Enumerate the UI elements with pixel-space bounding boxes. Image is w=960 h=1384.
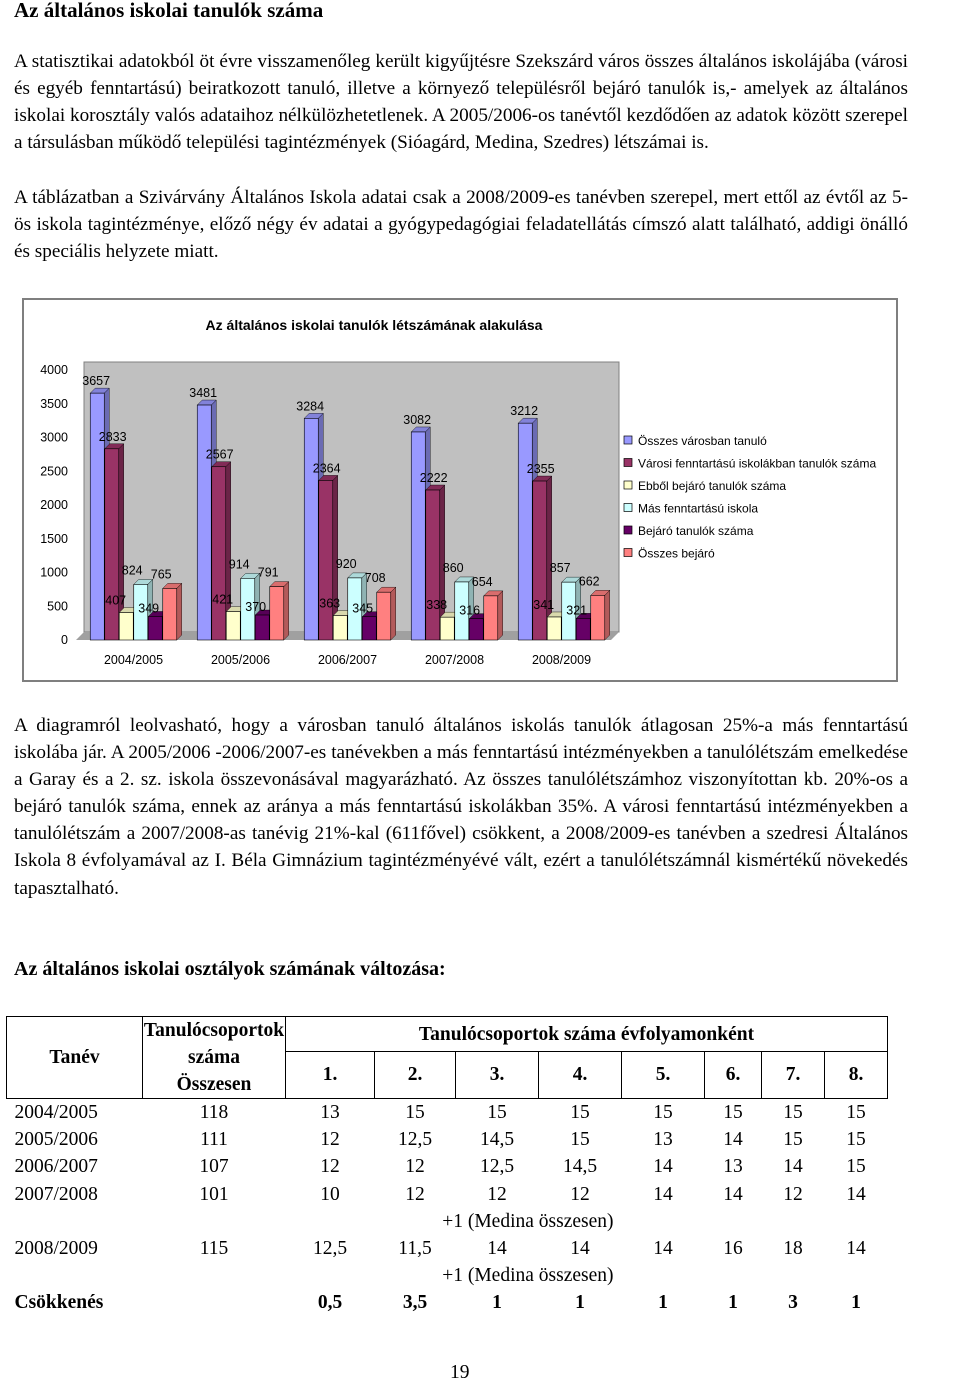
note-spacer: [7, 1208, 143, 1235]
row-grade-value: 11,5: [398, 1238, 432, 1260]
chart-title: Az általános iskolai tanulók létszámának alakulása: [205, 317, 543, 333]
bar: [319, 480, 333, 640]
row-grade-value: 12: [320, 1156, 340, 1178]
data-label: 824: [121, 563, 143, 578]
row-year: 2004/2005: [14, 1102, 98, 1123]
x-tick-label: 2007/2008: [424, 653, 485, 667]
row-grade-value: 14,5: [479, 1129, 515, 1151]
summary-spacer: [143, 1289, 286, 1316]
data-label: 316: [459, 603, 481, 618]
bar: [411, 432, 425, 640]
data-label: 3284: [296, 399, 325, 414]
bar: [197, 405, 211, 640]
legend-entry: Összes városban tanuló: [638, 434, 767, 448]
table-header-row: [7, 1017, 888, 1052]
row-grade-value: 15: [846, 1129, 866, 1151]
bar: [533, 481, 547, 640]
data-label: 654: [471, 574, 493, 589]
row-grade-value: 14: [570, 1238, 590, 1260]
summary-value: 3: [788, 1292, 798, 1314]
bar-side: [284, 582, 289, 640]
bar: [576, 618, 590, 640]
row-total: 111: [200, 1129, 228, 1151]
header-grade: 8.: [825, 1052, 888, 1099]
row-grade-value: 15: [653, 1102, 673, 1123]
data-label: 3212: [510, 404, 539, 419]
row-total: 118: [199, 1102, 229, 1123]
data-label: 708: [364, 571, 386, 586]
data-label: 2364: [312, 461, 341, 476]
y-tick-label: 2000: [40, 498, 68, 512]
data-label: 341: [533, 597, 555, 612]
legend-entry: Ebből bejáró tanulók száma: [638, 479, 787, 493]
row-total: 101: [199, 1183, 229, 1205]
table-note-row: [7, 1208, 888, 1235]
row-year: 2005/2006: [14, 1129, 98, 1151]
header-grades-group: Tanulócsoportok száma évfolyamonként: [286, 1017, 888, 1052]
data-label: 2567: [205, 447, 234, 462]
x-tick-label: 2006/2007: [317, 653, 378, 667]
data-label: 857: [549, 561, 571, 576]
row-grade-value: 14: [653, 1183, 673, 1205]
row-grade-value: 12,5: [397, 1129, 433, 1151]
header-total: Tanulócsoportok száma Összesen: [143, 1017, 286, 1099]
row-grade-value: 15: [846, 1156, 866, 1178]
data-label: 3657: [82, 374, 111, 389]
data-label: 914: [228, 557, 250, 572]
note-spacer: [622, 1208, 888, 1235]
legend-swatch: [624, 526, 632, 534]
data-label: 860: [442, 560, 464, 575]
y-tick-label: 500: [47, 599, 68, 614]
summary-value: 3,5: [402, 1292, 428, 1314]
data-label: 3082: [403, 412, 432, 427]
data-label: 3481: [189, 386, 218, 401]
row-year: 2007/2008: [14, 1183, 98, 1205]
row-grade-value: 15: [846, 1102, 866, 1123]
legend-swatch: [624, 549, 632, 557]
student-count-chart: [22, 298, 898, 682]
table-row: [7, 1153, 888, 1180]
x-tick-label: 2008/2009: [531, 653, 592, 667]
bar: [212, 467, 226, 640]
section-title: Az általános iskolai osztályok számának változása:: [14, 958, 446, 980]
header-year: Tanév: [7, 1017, 143, 1099]
bar: [105, 449, 119, 640]
data-label: 791: [257, 565, 279, 580]
row-grade-value: 12,5: [312, 1238, 348, 1260]
y-tick-label: 4000: [40, 363, 68, 377]
y-tick-label: 2500: [40, 464, 68, 479]
page-number: 19: [450, 1362, 470, 1383]
bar: [377, 592, 391, 640]
row-grade-value: 12: [405, 1156, 425, 1178]
note-spacer: [7, 1262, 143, 1289]
bar-side: [605, 590, 610, 640]
intro-paragraph: A statisztikai adatokból öt évre visszamenőleg került kigyűjtésre Szekszárd város összes általános iskolájába (városi és egyéb fenntartású) beiratkozott tanuló, illetve a környező településről bejáró tanulók is,- amelyek az általános iskolai korosztály valós adataihoz nélkülözhetetlenek. A 2005/2006-os tanévtől kezdődően az adatok között szerepel a társulásban működő települési tagintézmények (Sióagárd, Medina, Szedres) létszámai is.: [14, 51, 908, 154]
bar: [440, 617, 454, 640]
row-grade-value: 15: [723, 1102, 743, 1123]
row-grade-value: 15: [405, 1102, 425, 1123]
header-grade: 5.: [622, 1052, 705, 1099]
table-row: [7, 1126, 888, 1153]
note-spacer: [143, 1262, 286, 1289]
row-grade-value: 14: [723, 1129, 743, 1151]
header-grade: 7.: [762, 1052, 825, 1099]
row-grade-value: 13: [723, 1156, 743, 1178]
y-tick-label: 0: [61, 633, 68, 647]
y-tick-label: 3500: [40, 396, 68, 411]
note-spacer: [143, 1208, 286, 1235]
bar: [469, 619, 483, 640]
summary-value: 1: [492, 1292, 502, 1314]
legend-swatch: [624, 436, 632, 444]
bar: [270, 587, 284, 640]
row-grade-value: 15: [570, 1129, 590, 1151]
bar: [591, 595, 605, 640]
bar-side: [498, 591, 503, 640]
row-grade-value: 18: [783, 1238, 803, 1260]
row-grade-value: 14: [846, 1183, 866, 1205]
legend-swatch: [624, 459, 632, 467]
page-heading: Az általános iskolai tanulók száma: [14, 0, 324, 22]
bar: [484, 596, 498, 640]
chart-analysis-paragraph: A diagramról leolvasható, hogy a városban tanuló általános iskolás tanulók átlagosan 25%-a más fenntartású iskolába jár. A 2005/2006 -2006/2007-es tanévekben a más fenntartású intézményekben a tanulólétszám emelkedése a Garay és a 2. sz. iskola összevonásával magyarázható. Az összes tanulólétszámhoz viszonyítottan kb. 20%-os a bejáró tanulók száma, ennek az aránya a más fenntartású iskolákban 35%. A városi fenntartású intézményekben a tanulólétszám a 2007/2008-as tanévig 21%-kal (611fővel) csökkent, a 2008/2009-es tanévben a szedresi Általános Iskola 8 évfolyamával az I. Béla Gimnázium tagintézményévé vált, ezért a tanulólétszámnál kismértékű növekedés tapasztalható.: [14, 715, 908, 899]
row-grade-value: 12: [487, 1183, 507, 1205]
row-grade-value: 14: [846, 1238, 866, 1260]
bar: [547, 617, 561, 640]
row-total: 107: [199, 1156, 229, 1178]
row-total: 115: [199, 1238, 229, 1260]
data-label: 662: [578, 574, 600, 589]
data-label: 338: [426, 598, 448, 613]
row-grade-value: 14,5: [562, 1156, 598, 1178]
row-grade-value: 15: [570, 1102, 590, 1123]
legend-swatch: [624, 504, 632, 512]
header-grade: 2.: [375, 1052, 456, 1099]
data-label: 349: [138, 601, 160, 616]
row-grade-value: 12: [320, 1129, 340, 1151]
row-grade-value: 10: [320, 1183, 340, 1205]
table-note-paragraph: A táblázatban a Szivárvány Általános Iskola adatai csak a 2008/2009-es tanévben szerepel, mert ettől az évtől az 5-ös iskola tagintézménye, előző négy év adatai a gyógypedagógiai feladatellátás címszó alatt található, addigi önálló és speciális helyzete miatt.: [14, 187, 908, 263]
summary-value: 0,5: [317, 1292, 343, 1314]
bar: [518, 423, 532, 640]
row-note: +1 (Medina összesen): [442, 1265, 614, 1287]
bar: [255, 615, 269, 640]
data-label: 2833: [98, 429, 127, 444]
bar: [226, 612, 240, 640]
row-grade-value: 13: [653, 1129, 673, 1151]
header-grade: 3.: [456, 1052, 539, 1099]
data-label: 765: [150, 567, 172, 582]
row-grade-value: 14: [723, 1183, 743, 1205]
row-grade-value: 12: [783, 1183, 803, 1205]
table-row: [7, 1181, 888, 1208]
bar: [304, 418, 318, 640]
bar: [426, 490, 440, 640]
x-tick-label: 2005/2006: [210, 653, 271, 667]
row-grade-value: 15: [487, 1102, 507, 1123]
legend-entry: Összes bejáró: [638, 546, 715, 561]
row-grade-value: 16: [723, 1238, 743, 1260]
row-grade-value: 12,5: [479, 1156, 515, 1178]
bar: [148, 616, 162, 640]
row-grade-value: 12: [570, 1183, 590, 1205]
bar: [119, 613, 133, 640]
data-label: 363: [319, 596, 341, 611]
row-year: 2006/2007: [14, 1156, 98, 1178]
bar: [333, 615, 347, 640]
summary-value: 1: [851, 1292, 861, 1314]
header-grade: 6.: [705, 1052, 762, 1099]
row-grade-value: 14: [653, 1156, 673, 1178]
table-summary-row: [7, 1289, 888, 1316]
summary-value: 1: [575, 1292, 585, 1314]
chart-canvas: [24, 300, 900, 684]
y-tick-label: 1500: [40, 531, 68, 546]
data-label: 2222: [419, 471, 448, 486]
row-year: 2008/2009: [14, 1238, 98, 1260]
header-grade: 1.: [286, 1052, 375, 1099]
y-tick-label: 1000: [40, 565, 68, 580]
bar-side: [391, 587, 396, 640]
data-label: 407: [105, 593, 127, 608]
summary-label: Csökkenés: [14, 1292, 104, 1314]
x-tick-label: 2004/2005: [103, 653, 164, 667]
row-grade-value: 14: [487, 1238, 507, 1260]
row-grade-value: 14: [653, 1238, 673, 1260]
row-grade-value: 14: [783, 1156, 803, 1178]
summary-value: 1: [658, 1292, 668, 1314]
bar: [163, 588, 177, 640]
data-label: 370: [245, 600, 267, 615]
data-label: 421: [212, 592, 234, 607]
row-note: +1 (Medina összesen): [442, 1210, 614, 1232]
bar: [362, 617, 376, 640]
data-label: 345: [352, 601, 374, 616]
table-note-row: [7, 1262, 888, 1289]
summary-value: 1: [728, 1292, 738, 1314]
class-groups-table: [6, 1016, 888, 1317]
bar-side: [177, 583, 182, 640]
legend-entry: Bejáró tanulók száma: [638, 524, 754, 538]
row-grade-value: 15: [783, 1102, 803, 1123]
legend-entry: Más fenntartású iskola: [638, 501, 759, 516]
note-spacer: [622, 1262, 888, 1289]
row-grade-value: 15: [783, 1129, 803, 1151]
row-grade-value: 12: [405, 1183, 425, 1205]
legend-swatch: [624, 481, 632, 489]
y-tick-label: 3000: [40, 430, 68, 445]
data-label: 2355: [526, 462, 555, 477]
legend-entry: Városi fenntartású iskolákban tanulók száma: [638, 456, 877, 471]
data-label: 321: [566, 603, 588, 618]
table-row: [7, 1099, 888, 1127]
data-label: 920: [335, 556, 357, 571]
table-row: [7, 1235, 888, 1262]
row-grade-value: 13: [320, 1102, 340, 1123]
header-grade: 4.: [539, 1052, 622, 1099]
